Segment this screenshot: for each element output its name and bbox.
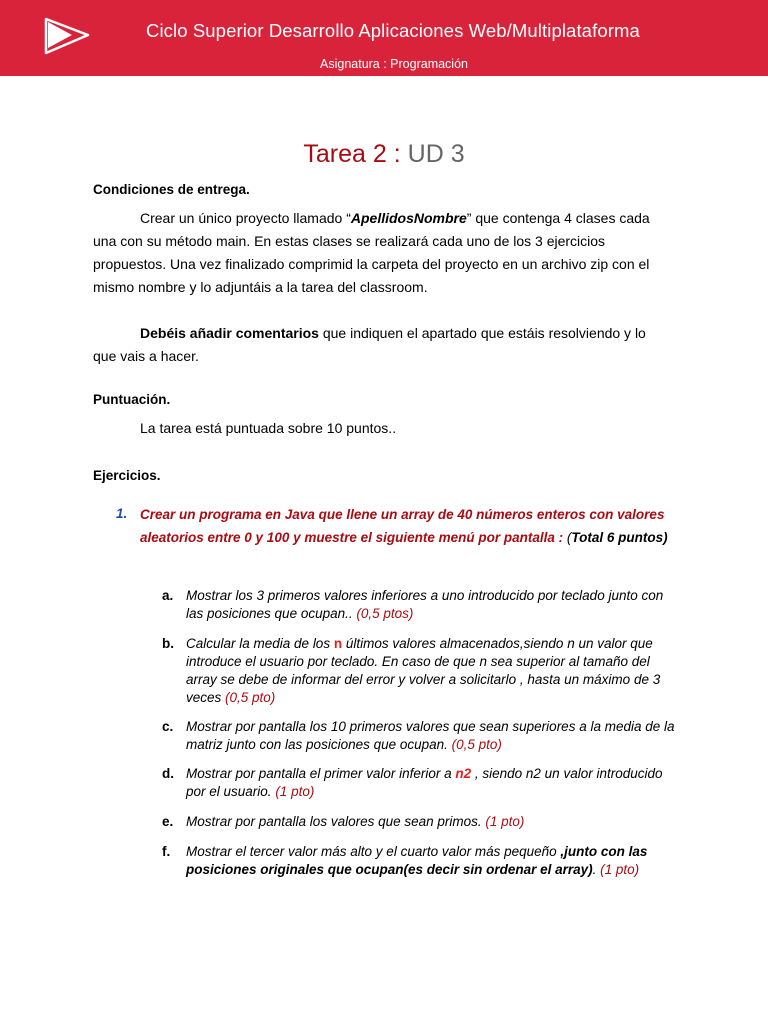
variable-n2: n2 — [455, 766, 472, 781]
list-item-text-b: , siendo n2 un valor introducido por el usuario. — [186, 766, 663, 799]
play-logo-icon — [42, 16, 92, 56]
paragraph-project — [93, 207, 668, 299]
exercise-statement-text: Crear un programa en Java que llene un array de 40 números enteros con valores aleatorios entre 0 y 100 y muestre el siguiente menú por pantalla : — [140, 507, 665, 545]
list-item-text-a: Calcular la media de los — [186, 636, 334, 651]
score-heading: Puntuación. — [93, 392, 171, 407]
list-item — [140, 765, 680, 801]
header-banner — [0, 0, 768, 76]
list-item — [140, 635, 680, 707]
paragraph-project-text-b: ” que contenga 4 clases cada una con su método main. En estas clases se realizará cada uno de los 3 ejercicios propuestos. Una vez finalizado comprimid la carpeta del proyecto en un archivo zip con el mismo nombre y lo adjuntáis a la tarea del classroom. — [93, 210, 650, 295]
list-item-points: (1 pto) — [481, 814, 525, 829]
title-part-2: UD 3 — [400, 140, 465, 168]
list-item-text-b: últimos valores almacenados,siendo n un valor que introduce el usuario por teclado. En caso de que n sea superior al tamaño del array se debe de informar del error y volver a solicitarlo , hasta un máximo de 3 veces — [186, 636, 661, 705]
conditions-heading: Condiciones de entrega. — [93, 182, 250, 197]
paragraph-comments — [93, 322, 668, 368]
list-item — [140, 813, 680, 831]
page-title — [0, 140, 768, 169]
list-item-bold: ,junto con las posiciones originales que ocupan(es decir sin ordenar el array) — [186, 844, 648, 877]
list-item-text: Mostrar los 3 primeros valores inferiores a uno introducido por teclado junto con las posiciones que ocupan.. — [186, 588, 664, 621]
title-part-1: Tarea 2 : — [303, 140, 401, 168]
project-name: ApellidosNombre — [350, 210, 467, 226]
list-item-letter: c. — [162, 719, 174, 734]
header-subtitle: Asignatura : Programación — [320, 57, 468, 71]
score-text: La tarea está puntuada sobre 10 puntos.. — [140, 420, 397, 436]
list-item — [140, 587, 680, 623]
list-item — [140, 718, 680, 754]
exercise-number: 1. — [116, 506, 128, 521]
list-item-text: Mostrar por pantalla los 10 primeros valores que sean superiores a la media de la matriz junto con las posiciones que ocupan. — [186, 719, 675, 752]
variable-n: n — [333, 636, 343, 651]
list-item-points: (0,5 ptos) — [352, 606, 414, 621]
header-title: Ciclo Superior Desarrollo Aplicaciones Web/Multiplataforma — [146, 20, 640, 41]
list-item-text: Mostrar por pantalla los valores que sean primos. — [186, 814, 482, 829]
list-item-letter: e. — [162, 814, 174, 829]
list-item-letter: f. — [162, 844, 171, 859]
total-open: ( — [563, 529, 572, 545]
comments-rest: que indiquen el apartado que estáis resolviendo y lo que vais a hacer. — [93, 325, 646, 364]
list-item-text-b: . — [592, 862, 597, 877]
list-item-points: (0,5 pto) — [447, 737, 502, 752]
list-item-points: (0,5 pto) — [221, 690, 276, 705]
exercises-heading: Ejercicios. — [93, 468, 161, 483]
list-item-points: (1 pto) — [271, 784, 315, 799]
list-item-text-a: Mostrar por pantalla el primer valor inferior a — [186, 766, 456, 781]
paragraph-project-text-a: Crear un único proyecto llamado “ — [140, 210, 351, 226]
list-item-letter: d. — [162, 766, 174, 781]
exercise-statement — [140, 504, 670, 549]
list-item — [140, 843, 680, 879]
list-item-letter: b. — [162, 636, 174, 651]
list-item-letter: a. — [162, 588, 174, 603]
list-item-points: (1 pto) — [596, 862, 640, 877]
exercise-total-points: Total 6 puntos) — [571, 529, 668, 545]
list-item-text-a: Mostrar el tercer valor más alto y el cuarto valor más pequeño — [186, 844, 561, 859]
comments-bold: Debéis añadir comentarios — [140, 325, 319, 341]
